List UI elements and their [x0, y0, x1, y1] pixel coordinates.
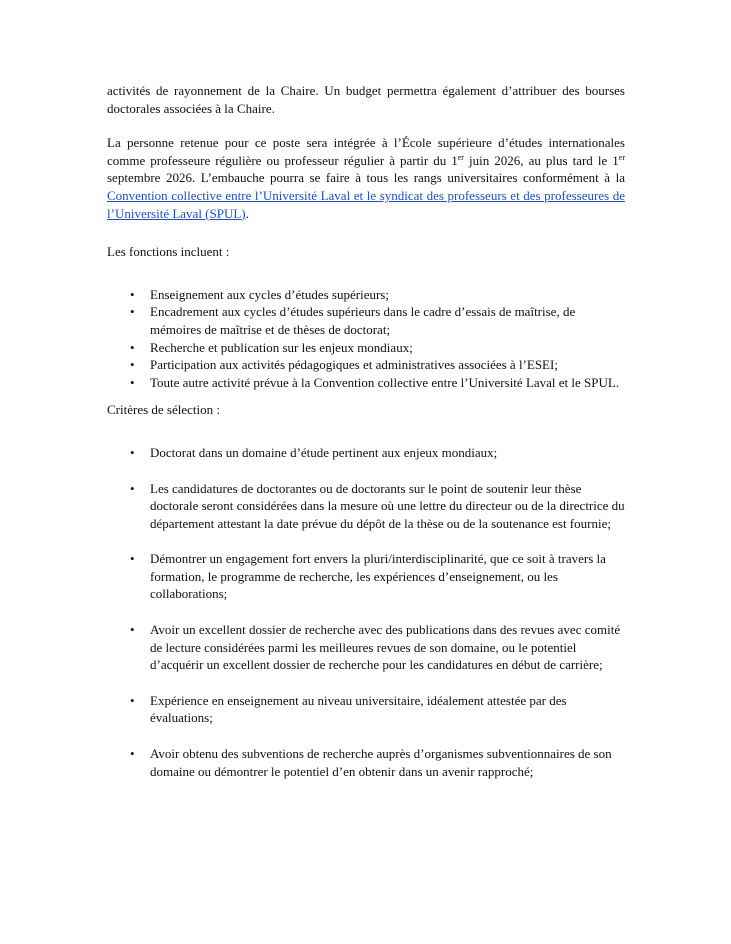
list-item-text: Expérience en enseignement au niveau universitaire, idéalement attestée par des évaluations; — [150, 692, 567, 726]
list-item — [107, 286, 625, 304]
convention-collective-link[interactable]: Convention collective entre l’Université Laval et le syndicat des professeurs et des professeures de l’Université Laval (SPUL) — [107, 187, 625, 221]
paragraph-poste-text-4: . — [245, 205, 249, 221]
bullet-icon: • — [130, 551, 135, 567]
superscript-er-1: er — [457, 152, 464, 162]
list-item-text: Enseignement aux cycles d’études supérieurs; — [150, 286, 389, 302]
list-item-text: Recherche et publication sur les enjeux mondiaux; — [150, 339, 413, 355]
bullet-icon: • — [130, 444, 135, 460]
list-item-text: Les candidatures de doctorantes ou de doctorants sur le point de soutenir leur thèse doctorale seront considérées dans la mesure où une lettre du directeur ou de la directrice du département attestant la date prévue du dépôt de la thèse ou de la soutenance est fournie; — [150, 480, 625, 531]
list-item — [107, 550, 625, 603]
bullet-icon: • — [130, 692, 135, 708]
fonctions-heading: Les fonctions incluent : — [107, 244, 230, 260]
list-item — [107, 621, 625, 674]
list-item-text: Participation aux activités pédagogiques et administratives associées à l’ESEI; — [150, 357, 558, 373]
fonctions-list — [107, 286, 625, 392]
paragraph-budget: activités de rayonnement de la Chaire. Un budget permettra également d’attribuer des bourses doctorales associées à la Chaire. — [107, 83, 625, 116]
list-item-text: Doctorat dans un domaine d’étude pertinent aux enjeux mondiaux; — [150, 444, 498, 460]
superscript-er-2: er — [618, 152, 625, 162]
list-item — [107, 374, 625, 392]
list-item — [107, 444, 625, 462]
bullet-icon: • — [130, 480, 135, 496]
list-item — [107, 692, 625, 727]
paragraph-poste-text-3: septembre 2026. L’embauche pourra se faire à tous les rangs universitaires conformément à la — [107, 170, 625, 186]
paragraph-poste — [107, 134, 625, 222]
document-page — [107, 82, 625, 780]
list-item-text: Encadrement aux cycles d’études supérieurs dans le cadre d’essais de maîtrise, de mémoires de maîtrise et de thèses de doctorat; — [150, 304, 576, 337]
list-item-text: Démontrer un engagement fort envers la pluri/interdisciplinarité, que ce soit à travers la formation, le programme de recherche, les expériences d’enseignement, ou les collaborations; — [150, 551, 606, 602]
bullet-icon: • — [130, 374, 135, 390]
bullet-icon: • — [130, 339, 135, 355]
list-item-text: Avoir obtenu des subventions de recherche auprès d’organismes subventionnaires de son domaine ou démontrer le potentiel d’en obtenir dans un avenir rapproché; — [150, 746, 612, 779]
criteres-list — [107, 444, 625, 780]
list-item — [107, 745, 625, 780]
list-item-text: Avoir un excellent dossier de recherche avec des publications dans des revues avec comité de lecture considérées parmi les meilleures revues de son domaine, ou le potentiel d’acquérir un excellent dossier de recherche pour les candidatures en début de carrière; — [150, 622, 621, 673]
paragraph-poste-text-1: La personne retenue pour ce poste sera intégrée à l’École supérieure d’études internationales comme professeure régulière ou professeur régulier à partir du 1 — [107, 135, 625, 168]
criteres-heading: Critères de sélection : — [107, 402, 220, 418]
list-item-text: Toute autre activité prévue à la Convention collective entre l’Université Laval et le SPUL. — [150, 374, 620, 390]
paragraph-poste-text-2: juin 2026, au plus tard le 1 — [463, 152, 619, 168]
bullet-icon: • — [130, 746, 135, 762]
bullet-icon: • — [130, 622, 135, 638]
bullet-icon: • — [130, 357, 135, 373]
bullet-icon: • — [130, 286, 135, 302]
list-item — [107, 339, 625, 357]
list-item — [107, 303, 625, 338]
bullet-icon: • — [130, 304, 135, 320]
list-item — [107, 480, 625, 533]
list-item — [107, 356, 625, 374]
